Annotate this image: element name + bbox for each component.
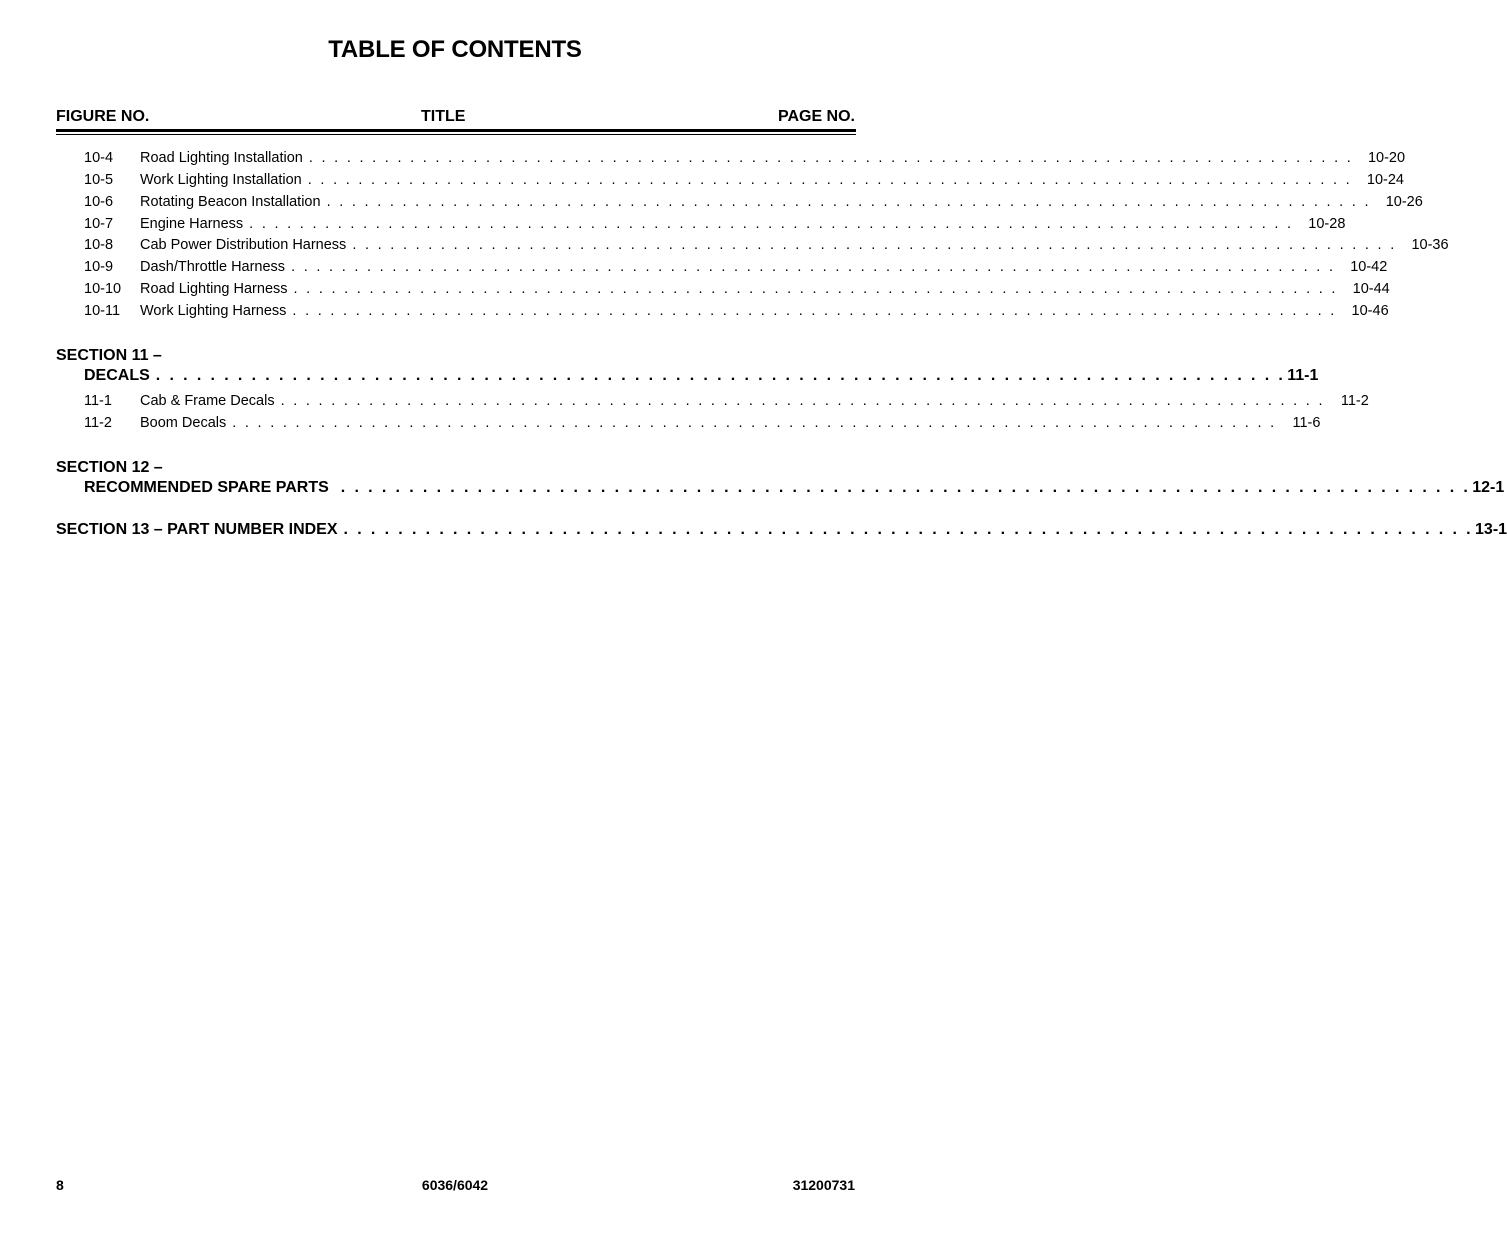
- dot-leader: . . . . . . . . . . . . . . . . . . . . . . . . . . . . . . . . . . . . . . . . . . . . . . . . . . . . . . . . . . . . . . . . . . . . . . . . . . . . . . . . . . .: [155, 367, 1286, 384]
- entry-title: Work Lighting Installation: [140, 172, 302, 188]
- section-13-entry[interactable]: [56, 520, 1507, 540]
- toc-entry[interactable]: [84, 258, 1388, 276]
- page-number: 11-6: [1292, 415, 1321, 431]
- dot-leader: . . . . . . . . . . . . . . . . . . . . . . . . . . . . . . . . . . . . . . . . . . . . . . . . . . . . . . . . . . . . . . . . . . . . . . . . . . . . . . . . . . .: [232, 415, 1277, 431]
- page-number: 10-24: [1366, 172, 1404, 188]
- page-number: 11-2: [1340, 393, 1369, 409]
- footer-doc-number: 31200731: [792, 1177, 855, 1193]
- figure-number: 11-1: [84, 393, 112, 409]
- toc-entry[interactable]: [84, 280, 1390, 298]
- dot-leader: . . . . . . . . . . . . . . . . . . . . . . . . . . . . . . . . . . . . . . . . . . . . . . . . . . . . . . . . . . . . . . . . . . . . . . . . . . . . . . . . . . .: [352, 237, 1397, 253]
- entry-title: Dash/Throttle Harness: [140, 259, 286, 275]
- section-12-heading: SECTION 12 –: [56, 459, 163, 476]
- entry-title: Cab & Frame Decals: [140, 393, 275, 409]
- page-number: 11-1: [1287, 367, 1319, 384]
- entry-title: Boom Decals: [140, 415, 227, 431]
- page-no-header: PAGE NO.: [777, 108, 855, 125]
- page-number: 10-46: [1351, 303, 1389, 319]
- figure-number: 10-8: [84, 237, 114, 253]
- figure-number: 11-2: [84, 415, 112, 431]
- footer-page-number: 8: [56, 1177, 64, 1193]
- section-12-entry[interactable]: [84, 478, 1505, 498]
- page-number: 10-42: [1350, 259, 1388, 275]
- header-rule-thick: [56, 129, 856, 132]
- figure-number: 10-11: [84, 303, 121, 319]
- figure-number: 10-7: [84, 216, 114, 232]
- section-11-entry[interactable]: [84, 366, 1319, 386]
- dot-leader: . . . . . . . . . . . . . . . . . . . . . . . . . . . . . . . . . . . . . . . . . . . . . . . . . . . . . . . . . . . . . . . . . . . . . . . . . . . . . . . . . . .: [293, 281, 1338, 297]
- header-rule-thin: [56, 134, 856, 135]
- figure-number: 10-5: [84, 172, 114, 188]
- toc-entry[interactable]: [84, 302, 1389, 320]
- page-number: 10-44: [1352, 281, 1390, 297]
- footer-model: 6036/6042: [421, 1177, 489, 1193]
- page-title: TABLE OF CONTENTS: [328, 36, 582, 63]
- entry-title: Work Lighting Harness: [140, 303, 287, 319]
- figure-number: 10-10: [84, 281, 122, 297]
- figure-no-header: FIGURE NO.: [56, 108, 150, 125]
- entry-title: Engine Harness: [140, 216, 244, 232]
- toc-entry[interactable]: [84, 414, 1321, 432]
- figure-number: 10-4: [84, 150, 114, 166]
- dot-leader: . . . . . . . . . . . . . . . . . . . . . . . . . . . . . . . . . . . . . . . . . . . . . . . . . . . . . . . . . . . . . . . . . . . . . . . . . . . . . . . . . . .: [308, 150, 1354, 166]
- toc-entry[interactable]: [84, 215, 1346, 233]
- dot-leader: . . . . . . . . . . . . . . . . . . . . . . . . . . . . . . . . . . . . . . . . . . . . . . . . . . . . . . . . . . . . . . . . . . . . . . . . . . . . . . . . . . .: [326, 194, 1371, 210]
- toc-entry[interactable]: [84, 392, 1369, 410]
- toc-entry[interactable]: [84, 149, 1406, 167]
- figure-number: 10-9: [84, 259, 114, 275]
- toc-entry[interactable]: [84, 236, 1449, 254]
- page-number: 10-20: [1367, 150, 1406, 166]
- page-number: 12-1: [1472, 479, 1505, 496]
- section-title: DECALS: [84, 367, 150, 384]
- dot-leader: . . . . . . . . . . . . . . . . . . . . . . . . . . . . . . . . . . . . . . . . . . . . . . . . . . . . . . . . . . . . . . . . . . . . . . . . . . . . . . . . . . .: [340, 479, 1471, 496]
- dot-leader: . . . . . . . . . . . . . . . . . . . . . . . . . . . . . . . . . . . . . . . . . . . . . . . . . . . . . . . . . . . . . . . . . . . . . . . . . . . . . . . . . . .: [343, 521, 1474, 538]
- entry-title: Road Lighting Installation: [140, 150, 303, 166]
- toc-entry[interactable]: [84, 171, 1404, 189]
- toc-entry[interactable]: [84, 193, 1423, 211]
- dot-leader: . . . . . . . . . . . . . . . . . . . . . . . . . . . . . . . . . . . . . . . . . . . . . . . . . . . . . . . . . . . . . . . . . . . . . . . . . . . . . . . . . . .: [291, 259, 1336, 275]
- dot-leader: . . . . . . . . . . . . . . . . . . . . . . . . . . . . . . . . . . . . . . . . . . . . . . . . . . . . . . . . . . . . . . . . . . . . . . . . . . . . . . . . . . .: [307, 172, 1352, 188]
- dot-leader: . . . . . . . . . . . . . . . . . . . . . . . . . . . . . . . . . . . . . . . . . . . . . . . . . . . . . . . . . . . . . . . . . . . . . . . . . . . . . . . . . . .: [292, 303, 1337, 319]
- dot-leader: . . . . . . . . . . . . . . . . . . . . . . . . . . . . . . . . . . . . . . . . . . . . . . . . . . . . . . . . . . . . . . . . . . . . . . . . . . . . . . . . . . .: [280, 393, 1325, 409]
- entry-title: Road Lighting Harness: [140, 281, 288, 297]
- section-title: SECTION 13 – PART NUMBER INDEX: [56, 521, 338, 538]
- page-number: 10-36: [1411, 237, 1449, 253]
- section-11-heading: SECTION 11 –: [56, 347, 162, 364]
- title-header: TITLE: [421, 108, 466, 125]
- page-number: 10-28: [1308, 216, 1346, 232]
- entry-title: Cab Power Distribution Harness: [140, 237, 347, 253]
- figure-number: 10-6: [84, 194, 114, 210]
- entry-title: Rotating Beacon Installation: [140, 194, 321, 210]
- page-number: 13-1: [1475, 521, 1507, 538]
- section-title: RECOMMENDED SPARE PARTS: [84, 479, 329, 496]
- dot-leader: . . . . . . . . . . . . . . . . . . . . . . . . . . . . . . . . . . . . . . . . . . . . . . . . . . . . . . . . . . . . . . . . . . . . . . . . . . . . . . . . . . .: [249, 216, 1294, 232]
- page-number: 10-26: [1385, 194, 1423, 210]
